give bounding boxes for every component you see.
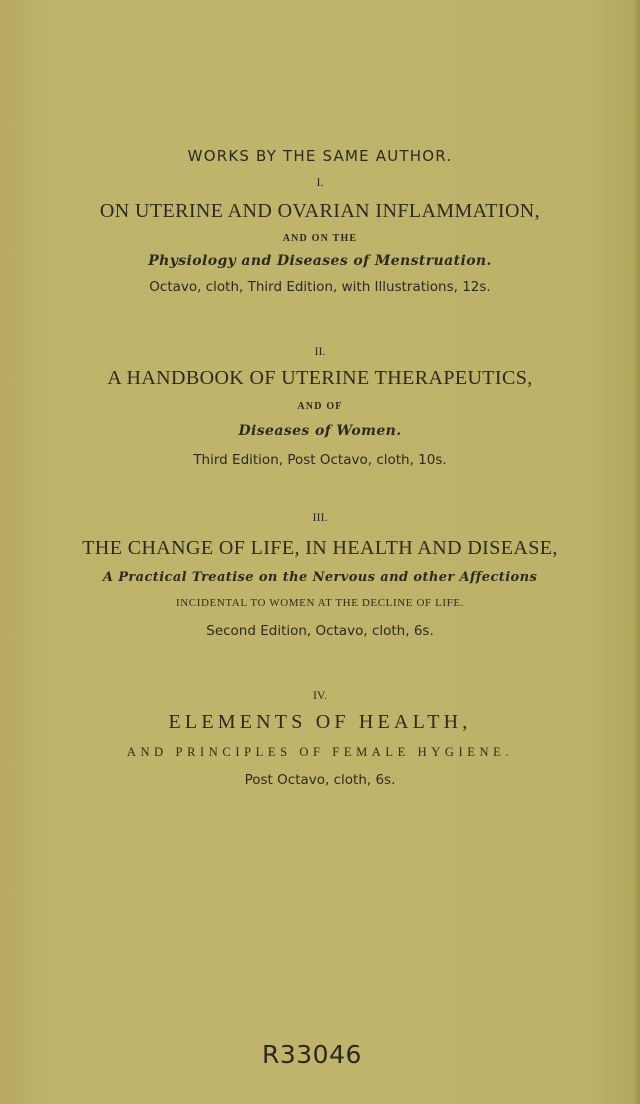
- work-4-numeral: IV.: [312, 688, 328, 702]
- work-2-title: A HANDBOOK OF UTERINE THERAPEUTICS,: [107, 367, 533, 389]
- work-1-subtitle: Physiology and Diseases of Menstruation.: [148, 253, 492, 269]
- work-4-edition: Post Octavo, cloth, 6s.: [244, 772, 396, 788]
- work-1-connector: AND ON THE: [282, 233, 358, 244]
- work-2-connector: AND OF: [297, 401, 343, 412]
- work-4-subtitle: AND PRINCIPLES OF FEMALE HYGIENE.: [126, 745, 514, 759]
- work-3-subtitle-caps: INCIDENTAL TO WOMEN AT THE DECLINE OF LIFE.: [175, 597, 465, 609]
- handwritten-shelfmark: R33046: [262, 1040, 362, 1069]
- work-1-title: ON UTERINE AND OVARIAN INFLAMMATION,: [99, 200, 541, 222]
- work-2-edition: Third Edition, Post Octavo, cloth, 10s.: [193, 452, 447, 468]
- work-1-numeral: I.: [316, 175, 324, 189]
- work-2-numeral: II.: [314, 344, 326, 358]
- work-3-title: THE CHANGE OF LIFE, IN HEALTH AND DISEASE,: [82, 537, 558, 559]
- page-heading: WORKS BY THE SAME AUTHOR.: [187, 147, 453, 165]
- work-3-subtitle: A Practical Treatise on the Nervous and other Affections: [102, 570, 538, 585]
- work-3-edition: Second Edition, Octavo, cloth, 6s.: [206, 623, 434, 639]
- work-2-subtitle: Diseases of Women.: [238, 423, 402, 439]
- work-1-edition: Octavo, cloth, Third Edition, with Illustrations, 12s.: [149, 279, 491, 295]
- work-3-numeral: III.: [312, 510, 328, 524]
- work-4-title: ELEMENTS OF HEALTH,: [168, 711, 472, 733]
